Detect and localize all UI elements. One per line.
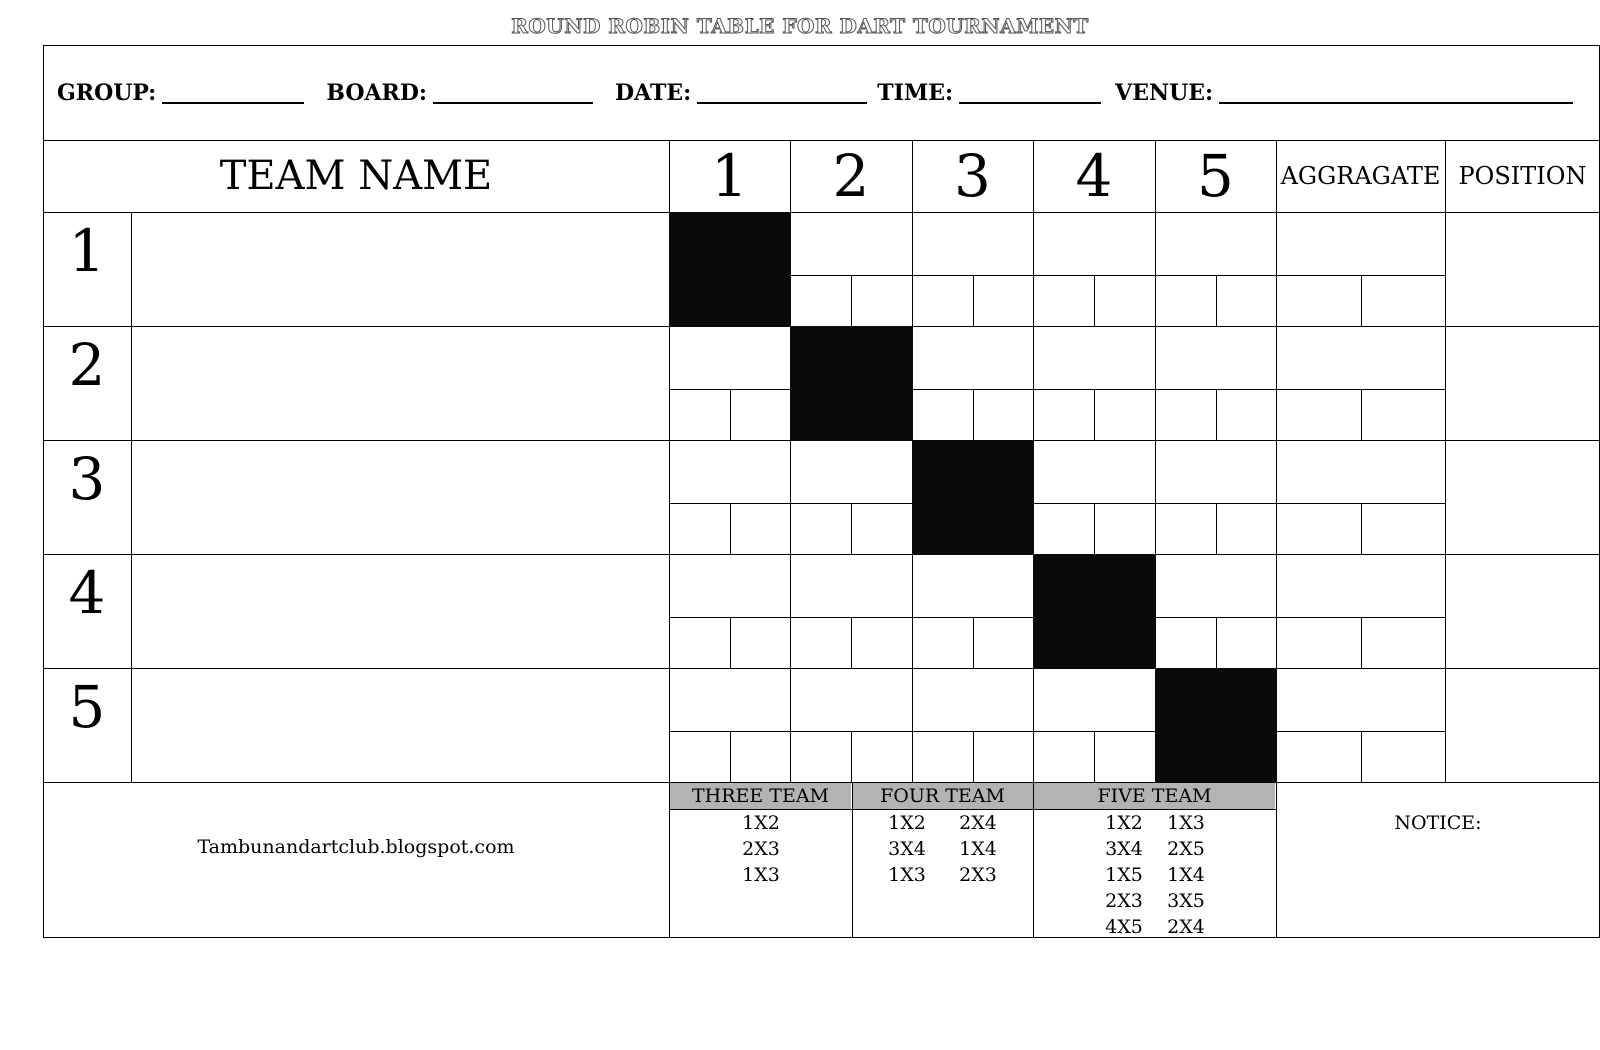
blocked-self-match-cell (669, 212, 791, 327)
half-score-divider (973, 275, 974, 326)
header-bottom-line (43, 212, 1600, 213)
column-number-2: 2 (832, 142, 870, 210)
half-score-divider (1216, 275, 1217, 326)
half-score-divider (1094, 389, 1095, 440)
pair: 2X3 (1105, 890, 1143, 912)
venue-blank[interactable] (1219, 82, 1573, 104)
footer-label-underline (669, 809, 1276, 810)
pair: 1X2 (742, 812, 780, 834)
four-team-pairs-right (947, 810, 1009, 888)
aggregate-half-divider (1361, 389, 1362, 440)
column-number-1: 1 (711, 142, 748, 210)
four-team-pairs-left (876, 810, 938, 888)
row-number-3: 3 (68, 445, 106, 513)
date-label: DATE: (615, 79, 692, 106)
column-number-5: 5 (1197, 142, 1234, 210)
row-divider (43, 554, 1600, 555)
group-blank[interactable] (162, 82, 304, 104)
four-team-label: FOUR TEAM (852, 783, 1033, 809)
pair: 2X3 (959, 864, 997, 886)
aggregate-header: AGGRAGATE (1280, 162, 1441, 190)
half-score-divider (730, 389, 731, 440)
blocked-self-match-cell (912, 440, 1034, 555)
row-number-5: 5 (68, 673, 106, 741)
blocked-self-match-cell (1155, 668, 1277, 783)
blocked-self-match-cell (790, 326, 913, 441)
aggregate-half-divider (1361, 617, 1362, 668)
pair: 3X4 (888, 838, 926, 860)
group-label: GROUP: (57, 79, 157, 106)
half-score-divider (730, 617, 731, 668)
sub-row-line (669, 389, 1445, 390)
team-name-header: TEAM NAME (219, 153, 493, 199)
half-score-divider (851, 617, 852, 668)
website-label: Tambunandartclub.blogspot.com (197, 836, 515, 858)
time-field[interactable] (877, 80, 1101, 106)
half-score-divider (1094, 503, 1095, 554)
sub-row-line (669, 503, 1445, 504)
half-score-divider (851, 275, 852, 326)
row-number-4: 4 (68, 559, 106, 627)
half-score-divider (1094, 731, 1095, 782)
row-divider (43, 668, 1600, 669)
position-header: POSITION (1458, 162, 1587, 190)
time-blank[interactable] (959, 82, 1101, 104)
notice-label: NOTICE: (1394, 812, 1482, 834)
five-team-pairs-right (1155, 810, 1217, 940)
blocked-self-match-cell (1033, 554, 1156, 669)
pair: 1X2 (888, 812, 926, 834)
board-field[interactable] (326, 80, 593, 106)
half-score-divider (851, 503, 852, 554)
five-team-label: FIVE TEAM (1034, 783, 1275, 809)
grid-bottom-line (43, 782, 1600, 783)
aggregate-half-divider (1361, 275, 1362, 326)
venue-field[interactable] (1115, 80, 1573, 106)
half-score-divider (1216, 617, 1217, 668)
pair: 3X4 (1105, 838, 1143, 860)
pair: 1X4 (1167, 864, 1205, 886)
pair: 1X4 (959, 838, 997, 860)
header-divider (43, 140, 1600, 141)
header-fields (43, 45, 1600, 140)
footer-divider (1276, 782, 1277, 938)
column-number-4: 4 (1075, 142, 1113, 210)
board-blank[interactable] (433, 82, 593, 104)
group-field[interactable] (57, 80, 304, 106)
pair: 2X3 (742, 838, 780, 860)
footer-divider (1033, 782, 1034, 938)
half-score-divider (730, 503, 731, 554)
board-label: BOARD: (326, 79, 428, 106)
pair: 1X3 (742, 864, 780, 886)
pair: 1X5 (1105, 864, 1143, 886)
pair: 1X2 (1105, 812, 1143, 834)
three-team-pairs (730, 810, 792, 888)
row-number-divider (131, 212, 132, 782)
row-number-1: 1 (68, 217, 106, 285)
half-score-divider (1094, 275, 1095, 326)
half-score-divider (1216, 389, 1217, 440)
aggregate-half-divider (1361, 731, 1362, 782)
pair: 1X3 (888, 864, 926, 886)
half-score-divider (1216, 503, 1217, 554)
half-score-divider (973, 389, 974, 440)
half-score-divider (973, 617, 974, 668)
venue-label: VENUE: (1115, 79, 1214, 106)
date-blank[interactable] (697, 82, 867, 104)
pair: 1X3 (1167, 812, 1205, 834)
three-team-label: THREE TEAM (670, 783, 851, 809)
aggregate-divider (1445, 140, 1446, 782)
pair: 2X5 (1167, 838, 1205, 860)
footer-divider (852, 782, 853, 938)
pair: 2X4 (1167, 916, 1205, 938)
half-score-divider (851, 731, 852, 782)
pair: 4X5 (1105, 916, 1143, 938)
column-number-3: 3 (954, 142, 991, 210)
pair: 3X5 (1167, 890, 1205, 912)
five-team-pairs-left (1093, 810, 1155, 940)
half-score-divider (730, 731, 731, 782)
pair: 2X4 (959, 812, 997, 834)
aggregate-half-divider (1361, 503, 1362, 554)
time-label: TIME: (877, 79, 954, 106)
half-score-divider (973, 731, 974, 782)
sheet-title: ROUND ROBIN TABLE FOR DART TOURNAMENT (511, 14, 1089, 38)
date-field[interactable] (615, 80, 867, 106)
sub-row-line (669, 731, 1445, 732)
row-number-2: 2 (68, 331, 106, 399)
